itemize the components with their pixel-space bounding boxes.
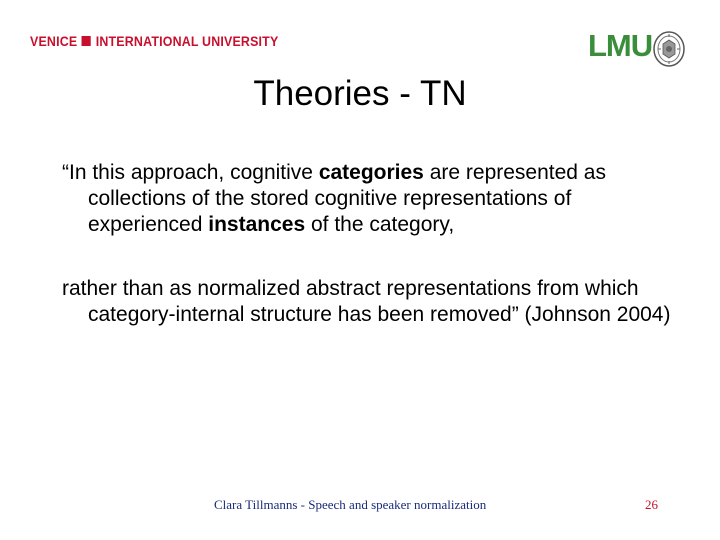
paragraph-1-text-b: are represented as collections of the stored cognitive representations of experienced [88, 161, 606, 236]
lmu-seal-icon [652, 30, 686, 68]
paragraph-1-text-a: “In this approach, cognitive [62, 161, 319, 184]
quote-paragraph-1 [62, 160, 672, 238]
bold-term-instances: instances [208, 213, 306, 236]
footer-text: Clara Tillmanns - Speech and speaker normalization [214, 497, 487, 512]
lmu-logo [588, 26, 688, 72]
slide-title: Theories - TN [253, 74, 467, 113]
quote-paragraph-2 [62, 276, 672, 328]
lmu-logo-text: LMU [588, 28, 653, 63]
bold-term-categories: categories [318, 161, 424, 184]
page-number: 26 [645, 497, 658, 512]
paragraph-2-text: rather than as normalized abstract representations from which category-internal structure has been removed” (Johnson 2004) [62, 277, 671, 326]
viu-logo-word-international-university: INTERNATIONAL UNIVERSITY [95, 33, 279, 49]
viu-logo-word-venice: VENICE [30, 33, 78, 49]
venice-international-university-logo [30, 33, 278, 49]
viu-logo-square-icon [82, 36, 91, 46]
paragraph-1-text-c: of the category, [305, 213, 455, 236]
